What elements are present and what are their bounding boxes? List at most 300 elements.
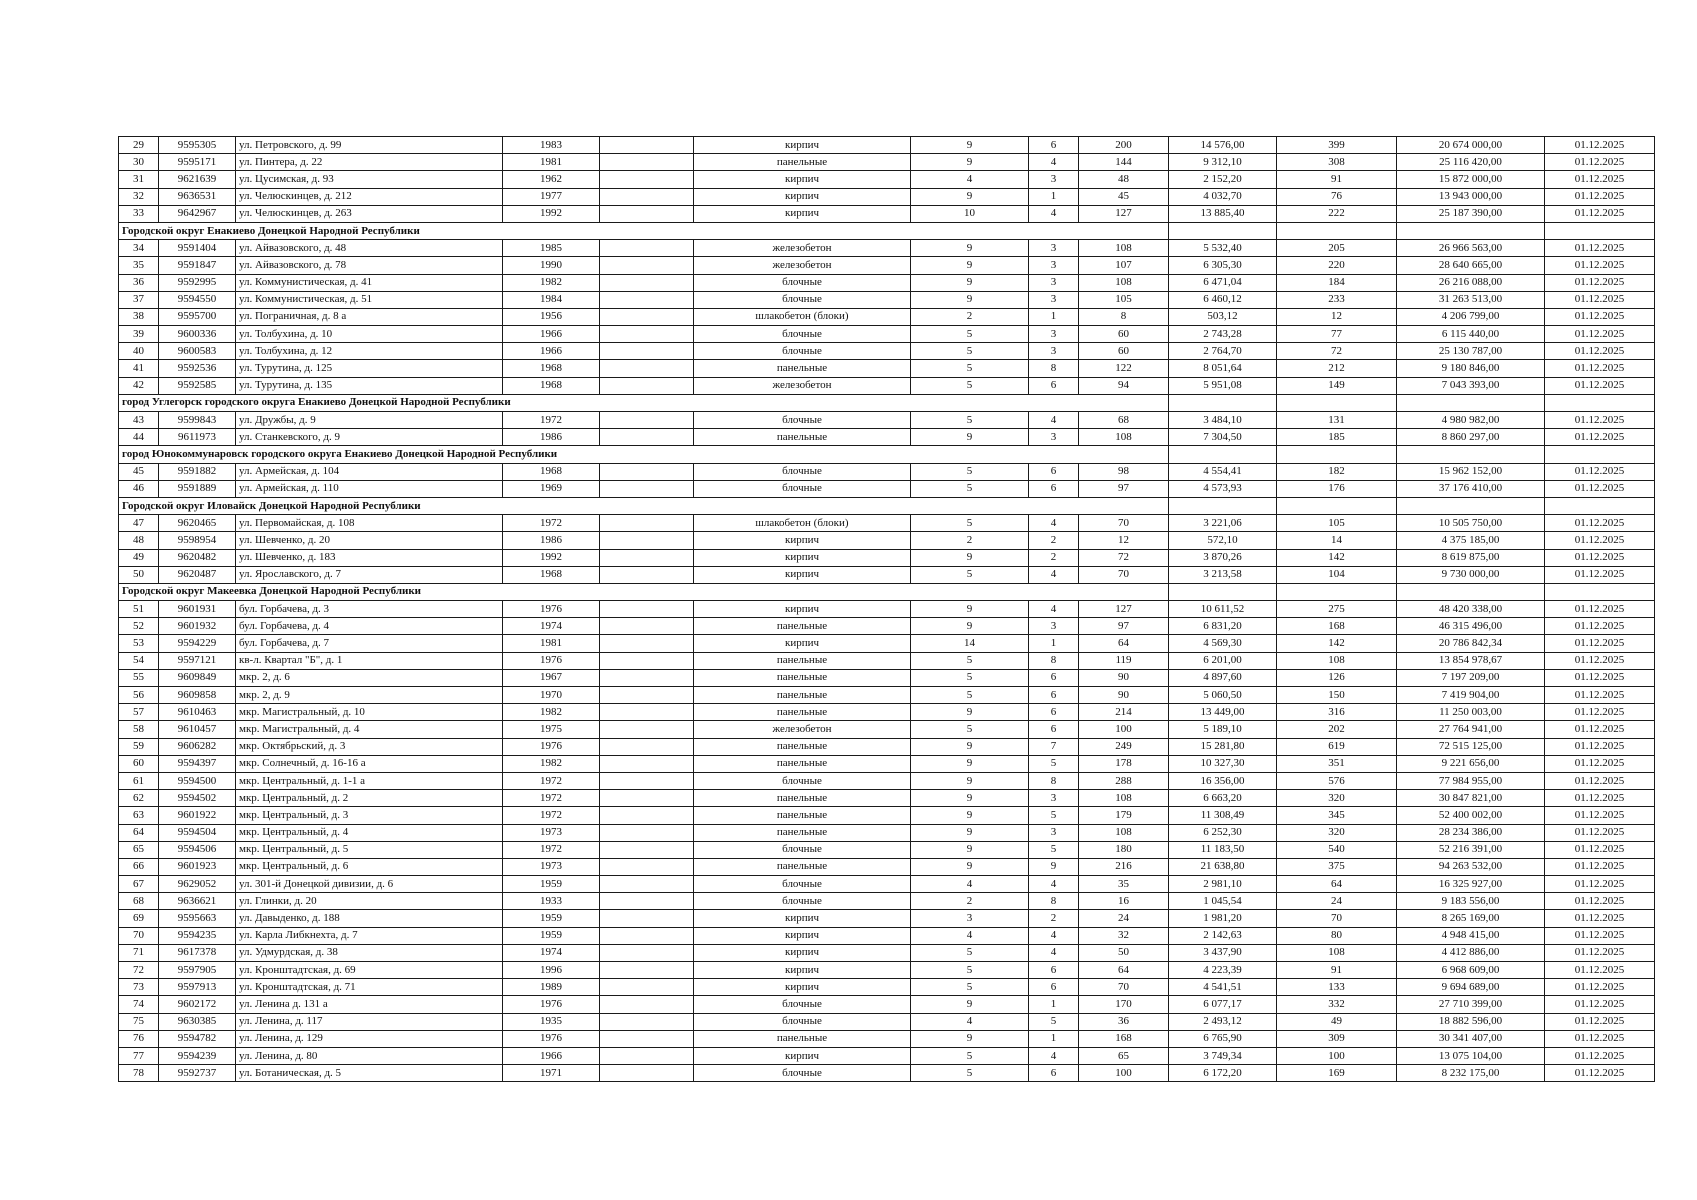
- repair-cost: 7 197 209,00: [1397, 669, 1545, 686]
- table-row: [119, 188, 1655, 205]
- building-id: 9600336: [159, 326, 236, 343]
- entrances-count: 8: [1029, 772, 1079, 789]
- total-area: 2 743,28: [1169, 326, 1277, 343]
- row-number: 55: [119, 669, 159, 686]
- repair-cost: 8 265 169,00: [1397, 910, 1545, 927]
- total-area: 6 460,12: [1169, 291, 1277, 308]
- table-row: [119, 515, 1655, 532]
- total-area: 2 493,12: [1169, 1013, 1277, 1030]
- address: ул. Карла Либкнехта, д. 7: [236, 927, 503, 944]
- entrances-count: 2: [1029, 532, 1079, 549]
- repair-cost: 48 420 338,00: [1397, 601, 1545, 618]
- empty-cell: [600, 240, 694, 257]
- address: ул. Кронштадтская, д. 71: [236, 979, 503, 996]
- entrances-count: 6: [1029, 1065, 1079, 1082]
- row-number: 77: [119, 1047, 159, 1064]
- total-area: 4 569,30: [1169, 635, 1277, 652]
- residents-count: 133: [1277, 979, 1397, 996]
- entrances-count: 4: [1029, 154, 1079, 171]
- entrances-count: 8: [1029, 893, 1079, 910]
- empty-cell: [600, 927, 694, 944]
- address: бул. Горбачева, д. 3: [236, 601, 503, 618]
- repair-cost: 7 043 393,00: [1397, 377, 1545, 394]
- repair-cost: 8 232 175,00: [1397, 1065, 1545, 1082]
- apartments-count: 98: [1079, 463, 1169, 480]
- wall-material: железобетон: [694, 257, 911, 274]
- construction-year: 1966: [503, 343, 600, 360]
- building-id: 9591847: [159, 257, 236, 274]
- entrances-count: 3: [1029, 240, 1079, 257]
- wall-material: панельные: [694, 669, 911, 686]
- total-area: 16 356,00: [1169, 772, 1277, 789]
- address: ул. Дружбы, д. 9: [236, 412, 503, 429]
- repair-cost: 9 183 556,00: [1397, 893, 1545, 910]
- repair-cost: 15 962 152,00: [1397, 463, 1545, 480]
- repair-cost: 31 263 513,00: [1397, 291, 1545, 308]
- section-title: город Углегорск городского округа Енакиево Донецкой Народной Республики: [119, 394, 1169, 411]
- construction-year: 1959: [503, 876, 600, 893]
- address: ул. Челюскинцев, д. 212: [236, 188, 503, 205]
- floors-count: 9: [911, 824, 1029, 841]
- table-row: [119, 549, 1655, 566]
- table-row: [119, 566, 1655, 583]
- total-area: 4 897,60: [1169, 669, 1277, 686]
- entrances-count: 5: [1029, 841, 1079, 858]
- empty-cell: [600, 171, 694, 188]
- table-row: [119, 841, 1655, 858]
- floors-count: 5: [911, 1047, 1029, 1064]
- row-number: 58: [119, 721, 159, 738]
- deadline-date: 01.12.2025: [1545, 188, 1655, 205]
- floors-count: 9: [911, 704, 1029, 721]
- row-number: 46: [119, 480, 159, 497]
- row-number: 73: [119, 979, 159, 996]
- building-id: 9600583: [159, 343, 236, 360]
- row-number: 74: [119, 996, 159, 1013]
- table-row: [119, 669, 1655, 686]
- wall-material: панельные: [694, 652, 911, 669]
- address: бул. Горбачева, д. 4: [236, 618, 503, 635]
- table-row: [119, 205, 1655, 222]
- floors-count: 9: [911, 549, 1029, 566]
- address: ул. Петровского, д. 99: [236, 137, 503, 154]
- building-id: 9606282: [159, 738, 236, 755]
- address: мкр. Солнечный, д. 16-16 а: [236, 755, 503, 772]
- wall-material: кирпич: [694, 944, 911, 961]
- empty-cell: [600, 944, 694, 961]
- empty-cell: [600, 772, 694, 789]
- row-number: 29: [119, 137, 159, 154]
- empty-cell: [600, 463, 694, 480]
- repair-cost: 8 860 297,00: [1397, 429, 1545, 446]
- apartments-count: 70: [1079, 515, 1169, 532]
- address: ул. Ленина, д. 117: [236, 1013, 503, 1030]
- wall-material: панельные: [694, 807, 911, 824]
- row-number: 33: [119, 205, 159, 222]
- table-row: [119, 979, 1655, 996]
- floors-count: 9: [911, 274, 1029, 291]
- wall-material: панельные: [694, 687, 911, 704]
- row-number: 35: [119, 257, 159, 274]
- row-number: 66: [119, 858, 159, 875]
- deadline-date: 01.12.2025: [1545, 429, 1655, 446]
- repair-cost: 26 966 563,00: [1397, 240, 1545, 257]
- empty-cell: [1277, 222, 1397, 239]
- apartments-count: 108: [1079, 240, 1169, 257]
- construction-year: 1986: [503, 532, 600, 549]
- total-area: 8 051,64: [1169, 360, 1277, 377]
- row-number: 51: [119, 601, 159, 618]
- building-id: 9595305: [159, 137, 236, 154]
- repair-cost: 6 115 440,00: [1397, 326, 1545, 343]
- floors-count: 5: [911, 412, 1029, 429]
- row-number: 42: [119, 377, 159, 394]
- wall-material: кирпич: [694, 927, 911, 944]
- address: мкр. Центральный, д. 3: [236, 807, 503, 824]
- building-id: 9592585: [159, 377, 236, 394]
- total-area: 2 152,20: [1169, 171, 1277, 188]
- table-row: [119, 858, 1655, 875]
- wall-material: блочные: [694, 1065, 911, 1082]
- address: мкр. Октябрьский, д. 3: [236, 738, 503, 755]
- floors-count: 2: [911, 308, 1029, 325]
- entrances-count: 4: [1029, 944, 1079, 961]
- building-id: 9597905: [159, 962, 236, 979]
- floors-count: 5: [911, 652, 1029, 669]
- residents-count: 309: [1277, 1030, 1397, 1047]
- table-row: [119, 687, 1655, 704]
- address: мкр. 2, д. 9: [236, 687, 503, 704]
- empty-cell: [600, 412, 694, 429]
- wall-material: блочные: [694, 876, 911, 893]
- address: ул. Давыденко, д. 188: [236, 910, 503, 927]
- entrances-count: 3: [1029, 171, 1079, 188]
- construction-year: 1974: [503, 944, 600, 961]
- row-number: 45: [119, 463, 159, 480]
- floors-count: 5: [911, 669, 1029, 686]
- total-area: 11 308,49: [1169, 807, 1277, 824]
- row-number: 47: [119, 515, 159, 532]
- construction-year: 1972: [503, 790, 600, 807]
- entrances-count: 1: [1029, 308, 1079, 325]
- construction-year: 1982: [503, 704, 600, 721]
- wall-material: кирпич: [694, 910, 911, 927]
- residents-count: 150: [1277, 687, 1397, 704]
- wall-material: блочные: [694, 893, 911, 910]
- total-area: 3 213,58: [1169, 566, 1277, 583]
- empty-cell: [600, 790, 694, 807]
- address: ул. Айвазовского, д. 48: [236, 240, 503, 257]
- address: ул. Армейская, д. 104: [236, 463, 503, 480]
- table-row: [119, 291, 1655, 308]
- section-title: город Юнокоммунаровск городского округа Енакиево Донецкой Народной Республики: [119, 446, 1169, 463]
- row-number: 36: [119, 274, 159, 291]
- table-row: [119, 876, 1655, 893]
- deadline-date: 01.12.2025: [1545, 618, 1655, 635]
- floors-count: 5: [911, 515, 1029, 532]
- total-area: 6 252,30: [1169, 824, 1277, 841]
- row-number: 31: [119, 171, 159, 188]
- residents-count: 222: [1277, 205, 1397, 222]
- residents-count: 76: [1277, 188, 1397, 205]
- table-row: [119, 962, 1655, 979]
- table-row: [119, 429, 1655, 446]
- deadline-date: 01.12.2025: [1545, 308, 1655, 325]
- empty-cell: [600, 824, 694, 841]
- floors-count: 9: [911, 807, 1029, 824]
- entrances-count: 3: [1029, 618, 1079, 635]
- wall-material: кирпич: [694, 962, 911, 979]
- row-number: 37: [119, 291, 159, 308]
- building-id: 9594782: [159, 1030, 236, 1047]
- deadline-date: 01.12.2025: [1545, 566, 1655, 583]
- repair-cost: 20 674 000,00: [1397, 137, 1545, 154]
- apartments-count: 127: [1079, 601, 1169, 618]
- wall-material: кирпич: [694, 171, 911, 188]
- floors-count: 4: [911, 876, 1029, 893]
- table-row: [119, 360, 1655, 377]
- apartments-count: 12: [1079, 532, 1169, 549]
- building-id: 9591889: [159, 480, 236, 497]
- wall-material: кирпич: [694, 532, 911, 549]
- address: ул. Толбухина, д. 10: [236, 326, 503, 343]
- empty-cell: [1545, 583, 1655, 600]
- section-title: Городской округ Енакиево Донецкой Народной Республики: [119, 222, 1169, 239]
- empty-cell: [600, 652, 694, 669]
- row-number: 63: [119, 807, 159, 824]
- empty-cell: [600, 343, 694, 360]
- floors-count: 5: [911, 944, 1029, 961]
- empty-cell: [1545, 394, 1655, 411]
- floors-count: 9: [911, 601, 1029, 618]
- residents-count: 108: [1277, 944, 1397, 961]
- address: ул. Ленина д. 131 а: [236, 996, 503, 1013]
- entrances-count: 8: [1029, 360, 1079, 377]
- building-id: 9620482: [159, 549, 236, 566]
- repair-cost: 15 872 000,00: [1397, 171, 1545, 188]
- wall-material: панельные: [694, 1030, 911, 1047]
- empty-cell: [600, 326, 694, 343]
- deadline-date: 01.12.2025: [1545, 205, 1655, 222]
- construction-year: 1972: [503, 515, 600, 532]
- address: мкр. Магистральный, д. 10: [236, 704, 503, 721]
- repair-cost: 6 968 609,00: [1397, 962, 1545, 979]
- entrances-count: 5: [1029, 807, 1079, 824]
- entrances-count: 6: [1029, 962, 1079, 979]
- empty-cell: [600, 188, 694, 205]
- apartments-count: 249: [1079, 738, 1169, 755]
- entrances-count: 6: [1029, 463, 1079, 480]
- wall-material: блочные: [694, 412, 911, 429]
- entrances-count: 6: [1029, 480, 1079, 497]
- entrances-count: 6: [1029, 687, 1079, 704]
- wall-material: шлакобетон (блоки): [694, 515, 911, 532]
- apartments-count: 65: [1079, 1047, 1169, 1064]
- construction-year: 1956: [503, 308, 600, 325]
- entrances-count: 3: [1029, 257, 1079, 274]
- repair-cost: 27 764 941,00: [1397, 721, 1545, 738]
- section-title: Городской округ Макеевка Донецкой Народной Республики: [119, 583, 1169, 600]
- table-row: [119, 910, 1655, 927]
- residents-count: 205: [1277, 240, 1397, 257]
- row-number: 64: [119, 824, 159, 841]
- deadline-date: 01.12.2025: [1545, 532, 1655, 549]
- empty-cell: [600, 669, 694, 686]
- apartments-count: 170: [1079, 996, 1169, 1013]
- address: ул. Ботаническая, д. 5: [236, 1065, 503, 1082]
- deadline-date: 01.12.2025: [1545, 893, 1655, 910]
- repair-cost: 27 710 399,00: [1397, 996, 1545, 1013]
- repair-cost: 77 984 955,00: [1397, 772, 1545, 789]
- section-title: Городской округ Иловайск Донецкой Народной Республики: [119, 497, 1169, 514]
- wall-material: железобетон: [694, 721, 911, 738]
- residents-count: 105: [1277, 515, 1397, 532]
- row-number: 62: [119, 790, 159, 807]
- apartments-count: 200: [1079, 137, 1169, 154]
- row-number: 43: [119, 412, 159, 429]
- deadline-date: 01.12.2025: [1545, 841, 1655, 858]
- residents-count: 202: [1277, 721, 1397, 738]
- total-area: 6 172,20: [1169, 1065, 1277, 1082]
- total-area: 10 327,30: [1169, 755, 1277, 772]
- repair-cost: 26 216 088,00: [1397, 274, 1545, 291]
- empty-cell: [1545, 222, 1655, 239]
- row-number: 40: [119, 343, 159, 360]
- table-row: [119, 618, 1655, 635]
- deadline-date: 01.12.2025: [1545, 944, 1655, 961]
- entrances-count: 6: [1029, 979, 1079, 996]
- wall-material: блочные: [694, 772, 911, 789]
- building-id: 9601932: [159, 618, 236, 635]
- table-row: [119, 635, 1655, 652]
- construction-year: 1973: [503, 824, 600, 841]
- deadline-date: 01.12.2025: [1545, 704, 1655, 721]
- residents-count: 64: [1277, 876, 1397, 893]
- construction-year: 1968: [503, 463, 600, 480]
- building-id: 9610457: [159, 721, 236, 738]
- repair-cost: 9 694 689,00: [1397, 979, 1545, 996]
- entrances-count: 2: [1029, 910, 1079, 927]
- construction-year: 1971: [503, 1065, 600, 1082]
- floors-count: 5: [911, 721, 1029, 738]
- floors-count: 5: [911, 566, 1029, 583]
- construction-year: 1968: [503, 360, 600, 377]
- building-id: 9598954: [159, 532, 236, 549]
- row-number: 30: [119, 154, 159, 171]
- entrances-count: 1: [1029, 1030, 1079, 1047]
- repair-cost: 52 400 002,00: [1397, 807, 1545, 824]
- row-number: 78: [119, 1065, 159, 1082]
- repair-cost: 46 315 496,00: [1397, 618, 1545, 635]
- address: мкр. Магистральный, д. 4: [236, 721, 503, 738]
- apartments-count: 127: [1079, 205, 1169, 222]
- empty-cell: [1169, 497, 1277, 514]
- apartments-count: 64: [1079, 962, 1169, 979]
- building-id: 9601922: [159, 807, 236, 824]
- repair-cost: 30 847 821,00: [1397, 790, 1545, 807]
- repair-cost: 72 515 125,00: [1397, 738, 1545, 755]
- wall-material: панельные: [694, 790, 911, 807]
- table-row: [119, 893, 1655, 910]
- empty-cell: [600, 1013, 694, 1030]
- row-number: 60: [119, 755, 159, 772]
- wall-material: панельные: [694, 154, 911, 171]
- residents-count: 275: [1277, 601, 1397, 618]
- construction-year: 1969: [503, 480, 600, 497]
- entrances-count: 6: [1029, 704, 1079, 721]
- table-row: [119, 790, 1655, 807]
- wall-material: панельные: [694, 360, 911, 377]
- empty-cell: [1169, 222, 1277, 239]
- apartments-count: 45: [1079, 188, 1169, 205]
- empty-cell: [600, 635, 694, 652]
- entrances-count: 9: [1029, 858, 1079, 875]
- floors-count: 5: [911, 377, 1029, 394]
- entrances-count: 7: [1029, 738, 1079, 755]
- empty-cell: [600, 308, 694, 325]
- table-row: [119, 412, 1655, 429]
- entrances-count: 4: [1029, 601, 1079, 618]
- row-number: 49: [119, 549, 159, 566]
- building-id: 9609858: [159, 687, 236, 704]
- total-area: 4 032,70: [1169, 188, 1277, 205]
- table-row: [119, 1013, 1655, 1030]
- residents-count: 184: [1277, 274, 1397, 291]
- deadline-date: 01.12.2025: [1545, 480, 1655, 497]
- row-number: 38: [119, 308, 159, 325]
- building-id: 9621639: [159, 171, 236, 188]
- deadline-date: 01.12.2025: [1545, 824, 1655, 841]
- entrances-count: 3: [1029, 343, 1079, 360]
- construction-year: 1977: [503, 188, 600, 205]
- table-row: [119, 308, 1655, 325]
- residents-count: 351: [1277, 755, 1397, 772]
- address: ул. Коммунистическая, д. 41: [236, 274, 503, 291]
- residents-count: 345: [1277, 807, 1397, 824]
- building-id: 9602172: [159, 996, 236, 1013]
- deadline-date: 01.12.2025: [1545, 1030, 1655, 1047]
- residents-count: 185: [1277, 429, 1397, 446]
- building-id: 9594397: [159, 755, 236, 772]
- table-row: [119, 532, 1655, 549]
- apartments-count: 122: [1079, 360, 1169, 377]
- deadline-date: 01.12.2025: [1545, 412, 1655, 429]
- empty-cell: [1397, 446, 1545, 463]
- row-number: 70: [119, 927, 159, 944]
- empty-cell: [600, 137, 694, 154]
- total-area: 6 471,04: [1169, 274, 1277, 291]
- address: ул. Ленина, д. 129: [236, 1030, 503, 1047]
- total-area: 15 281,80: [1169, 738, 1277, 755]
- empty-cell: [600, 618, 694, 635]
- address: бул. Горбачева, д. 7: [236, 635, 503, 652]
- total-area: 9 312,10: [1169, 154, 1277, 171]
- residents-count: 91: [1277, 962, 1397, 979]
- floors-count: 9: [911, 841, 1029, 858]
- table-row: [119, 807, 1655, 824]
- row-number: 54: [119, 652, 159, 669]
- repair-cost: 9 221 656,00: [1397, 755, 1545, 772]
- address: мкр. Центральный, д. 4: [236, 824, 503, 841]
- floors-count: 5: [911, 687, 1029, 704]
- total-area: 5 189,10: [1169, 721, 1277, 738]
- row-number: 69: [119, 910, 159, 927]
- address: кв-л. Квартал "Б", д. 1: [236, 652, 503, 669]
- row-number: 50: [119, 566, 159, 583]
- residents-count: 168: [1277, 618, 1397, 635]
- empty-cell: [600, 996, 694, 1013]
- housing-register-table: [118, 136, 1655, 1082]
